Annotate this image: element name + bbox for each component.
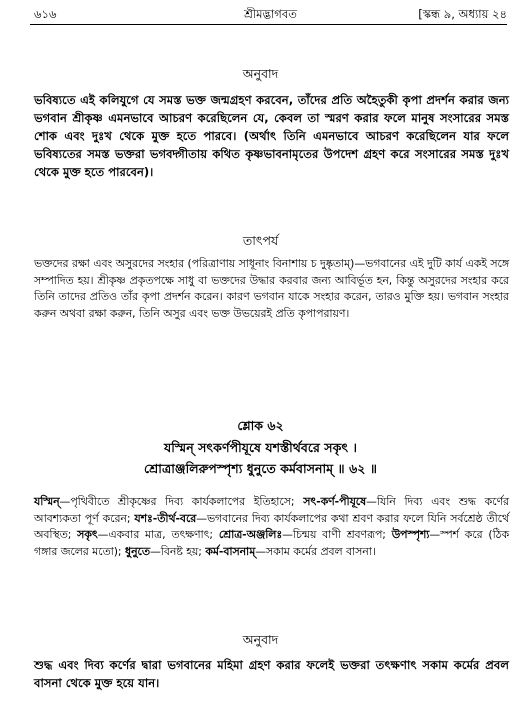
synonym-meaning: —সকাম কর্মের প্রবল বাসনা। xyxy=(255,545,376,559)
synonym-meaning: —একবার মাত্র, তৎক্ষণাৎ; xyxy=(97,528,219,542)
synonym-word: কর্ম-বাসনাম্ xyxy=(205,545,256,559)
synonym-meaning: —ভগবানের দিব্য কার্যকলাপের কথা শ্রবণ করার ফলে যিনি সর্বশ্রেষ্ঠ তীর্থে অবস্থিত; xyxy=(34,511,509,542)
translation-heading-2: অনুবাদ xyxy=(242,632,279,647)
synonym-meaning: —যিনি দিব্য এবং শুদ্ধ কর্ণের আবশ্যকতা পূর্ণ করেন; xyxy=(34,495,509,525)
page-header xyxy=(34,6,507,24)
synonym-meaning: —চিন্ময় বাণী শ্রবণরূপ; xyxy=(282,528,392,542)
synonym-word: যস্মিন্ xyxy=(34,495,60,508)
translation-heading: অনুবাদ xyxy=(242,66,279,81)
header-rule xyxy=(30,24,507,25)
synonym-word: শ্রোত্র-অঞ্জলিঃ xyxy=(218,528,283,542)
synonym-word: সৎ-কর্ণ-পীযূষে xyxy=(303,495,367,508)
purport-text: ভক্তদের রক্ষা এবং অসুরদের সংহার (পরিত্রাণায় সাধূনাং বিনাশায় চ দুষ্কৃতাম্)—ভগবানের এই দুটি কার্য একই সঙ্গে সম্পাদিত হয়। শ্রীকৃষ্ণ প্রকৃতপক্ষে সাধু বা ভক্তদের উদ্ধার করবার জন্য আবির্ভূত হন, কিন্তু অসুরদের সংহার করে তিনি তাদের প্রতিও তাঁর কৃপা প্রদর্শন করেন। কারণ ভগবান যাকে সংহার করেন, তারও মুক্তি হয়। ভগবান সংহার করুন অথবা রক্ষা করুন, তিনি অসুর এবং ভক্ত উভয়েরই প্রতি কৃপাপরায়ণ। xyxy=(34,257,509,321)
synonym-word: যশঃ-তীর্থ-বরে xyxy=(134,511,197,525)
synonym-meaning: —স্পর্শ করে (ঠিক গঙ্গার জলের মতো); xyxy=(34,528,510,559)
translation-text: ভবিষ্যতে এই কলিযুগে যে সমস্ত ভক্ত জন্মগ্রহণ করবেন, তাঁদের প্রতি অহৈতুকী কৃপা প্রদর্শন করার জন্য ভগবান শ্রীকৃষ্ণ এমনভাবে আচরণ করেছিলেন যে, কেবল তা স্মরণ করার ফলে মানুষ সংসারের সমস্ত শোক এবং দুঃখ থেকে মুক্ত হতে পারবে। (অর্থাৎ তিনি এমনভাবে আচরণ করেছিলেন যার ফলে ভবিষ্যতের সমস্ত ভক্তরা ভগবদ্গীতায় কথিত কৃষ্ণভাবনামৃতের উপদেশ গ্রহণ করে সংসারের সমস্ত দুঃখ থেকে মুক্ত হতে পারবেন)। xyxy=(34,93,509,179)
translation-text-2: শুদ্ধ এবং দিব্য কর্ণের দ্বারা ভগবানের মহিমা গ্রহণ করার ফলেই ভক্তরা তৎক্ষণাৎ সকাম কর্মের প্রবল বাসনা থেকে মুক্ত হয়ে যান। xyxy=(34,658,509,690)
synonym-word: ধুনুতে xyxy=(125,545,150,559)
synonym-meaning: —পৃথিবীতে শ্রীকৃষ্ণের দিব্য কার্যকলাপের ইতিহাসে; xyxy=(59,495,304,508)
purport-heading: তাৎপর্য xyxy=(242,233,279,248)
verse-line-1: যস্মিন্ সৎকর্ণপীযূষে যশস্তীর্থবরে সকৃৎ । xyxy=(163,440,358,455)
chapter-reference: [স্কন্ধ ৯, অধ্যায় ২৪ xyxy=(418,7,507,21)
synonym-word: সকৃৎ xyxy=(77,528,98,542)
page-number: ৬১৬ xyxy=(34,7,57,21)
synonym-word: উপস্পৃশ্য xyxy=(391,528,430,542)
verse-heading: শ্লোক ৬২ xyxy=(237,418,284,433)
word-for-word-synonyms xyxy=(34,494,509,561)
verse-line-2: শ্রোত্রাঞ্জলিরুপস্পৃশ্য ধুনুতে কর্মবাসনাম্ ॥ ৬২ ॥ xyxy=(144,461,377,476)
synonym-meaning: —বিনষ্ট হয়; xyxy=(149,545,206,559)
book-title: শ্রীমদ্ভাগবত xyxy=(244,7,297,21)
